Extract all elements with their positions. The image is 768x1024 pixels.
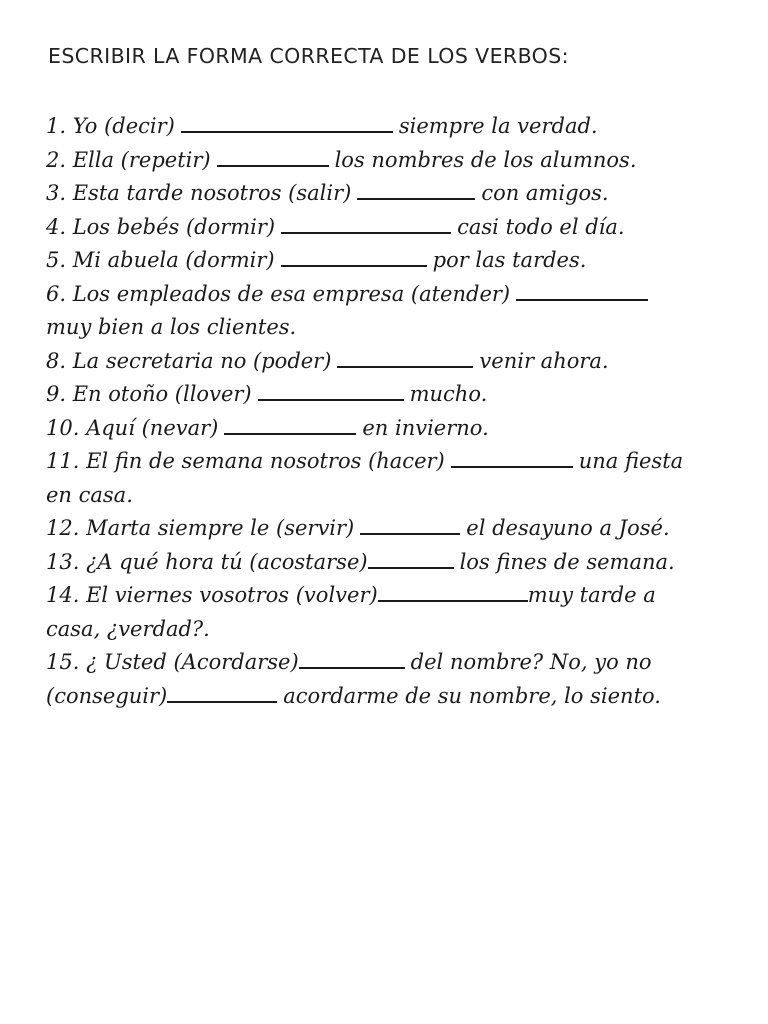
exercise-prompt: 3. Esta tarde nosotros (salir) (46, 181, 352, 205)
exercise-prompt: (conseguir) (46, 683, 168, 708)
answer-blank-1[interactable] (181, 111, 393, 133)
exercise-prompt: 2. Ella (repetir) (46, 147, 211, 172)
exercise-continuation: acordarme de su nombre, lo siento. (283, 683, 661, 708)
answer-blank-4[interactable] (281, 212, 451, 234)
exercise-prompt: 8. La secretaria no (poder) (46, 348, 332, 373)
exercise-continuation: los fines de semana. (459, 549, 675, 574)
exercise-continuation: una fiesta (578, 449, 684, 473)
answer-blank-8[interactable] (337, 346, 473, 368)
exercise-prompt: 10. Aquí (nevar) (46, 415, 219, 440)
exercise-continuation: en invierno. (362, 415, 489, 440)
exercise-item-10 (46, 412, 758, 446)
exercise-prompt: 6. Los empleados de esa empresa (atender) (46, 281, 511, 306)
answer-blank-13[interactable] (368, 547, 454, 569)
exercise-item-6-continued (46, 311, 758, 345)
answer-blank-9[interactable] (258, 379, 404, 401)
exercise-prompt: 4. Los bebés (dormir) (46, 214, 276, 239)
exercise-item-13 (46, 546, 758, 580)
answer-blank-10[interactable] (224, 413, 356, 435)
answer-blank-14[interactable] (378, 580, 528, 602)
exercise-continuation: muy tarde a (527, 583, 656, 607)
exercise-item-2 (46, 144, 758, 178)
exercise-continuation: por las tardes. (432, 248, 587, 272)
exercise-item-8 (46, 345, 758, 379)
answer-blank-6[interactable] (516, 279, 648, 301)
exercise-prompt: 12. Marta siempre le (servir) (46, 516, 355, 540)
answer-blank-12[interactable] (360, 513, 460, 535)
exercise-prompt: 1. Yo (decir) (46, 114, 175, 138)
exercise-continuation: casa, ¿verdad?. (46, 616, 210, 641)
answer-blank-11[interactable] (451, 446, 573, 468)
exercise-continuation: mucho. (409, 382, 488, 406)
exercise-item-15-continued (46, 680, 758, 714)
answer-blank-15a[interactable] (299, 647, 405, 669)
exercise-prompt: 5. Mi abuela (dormir) (46, 248, 275, 272)
answer-blank-3[interactable] (357, 178, 475, 200)
answer-blank-2[interactable] (217, 145, 329, 167)
exercise-item-11 (46, 445, 758, 479)
exercise-item-1 (46, 110, 758, 144)
exercise-prompt: 11. El fin de semana nosotros (hacer) (46, 449, 445, 473)
exercise-continuation: con amigos. (481, 181, 609, 205)
exercise-prompt: 13. ¿A qué hora tú (acostarse) (46, 549, 368, 574)
exercise-item-3 (46, 177, 758, 211)
exercise-list (46, 110, 758, 713)
exercise-continuation: siempre la verdad. (398, 114, 598, 138)
answer-blank-15b[interactable] (167, 681, 277, 703)
exercise-item-14 (46, 579, 758, 613)
exercise-continuation: en casa. (46, 482, 133, 507)
answer-blank-5[interactable] (281, 245, 427, 267)
exercise-continuation: los nombres de los alumnos. (334, 147, 637, 172)
exercise-item-12 (46, 512, 758, 546)
worksheet-title: ESCRIBIR LA FORMA CORRECTA DE LOS VERBOS: (48, 44, 569, 68)
exercise-continuation: el desayuno a José. (466, 516, 670, 540)
exercise-continuation: del nombre? No, yo no (410, 650, 652, 674)
exercise-item-15 (46, 646, 758, 680)
exercise-item-6 (46, 278, 758, 312)
exercise-item-11-continued (46, 479, 758, 513)
exercise-continuation: muy bien a los clientes. (46, 315, 297, 339)
exercise-prompt: 15. ¿ Usted (Acordarse) (46, 650, 299, 674)
exercise-continuation: venir ahora. (479, 348, 609, 373)
exercise-continuation: casi todo el día. (457, 214, 625, 239)
exercise-item-4 (46, 211, 758, 245)
exercise-item-9 (46, 378, 758, 412)
exercise-item-14-continued (46, 613, 758, 647)
exercise-prompt: 14. El viernes vosotros (volver) (46, 583, 378, 607)
exercise-item-5 (46, 244, 758, 278)
exercise-prompt: 9. En otoño (llover) (46, 382, 252, 406)
